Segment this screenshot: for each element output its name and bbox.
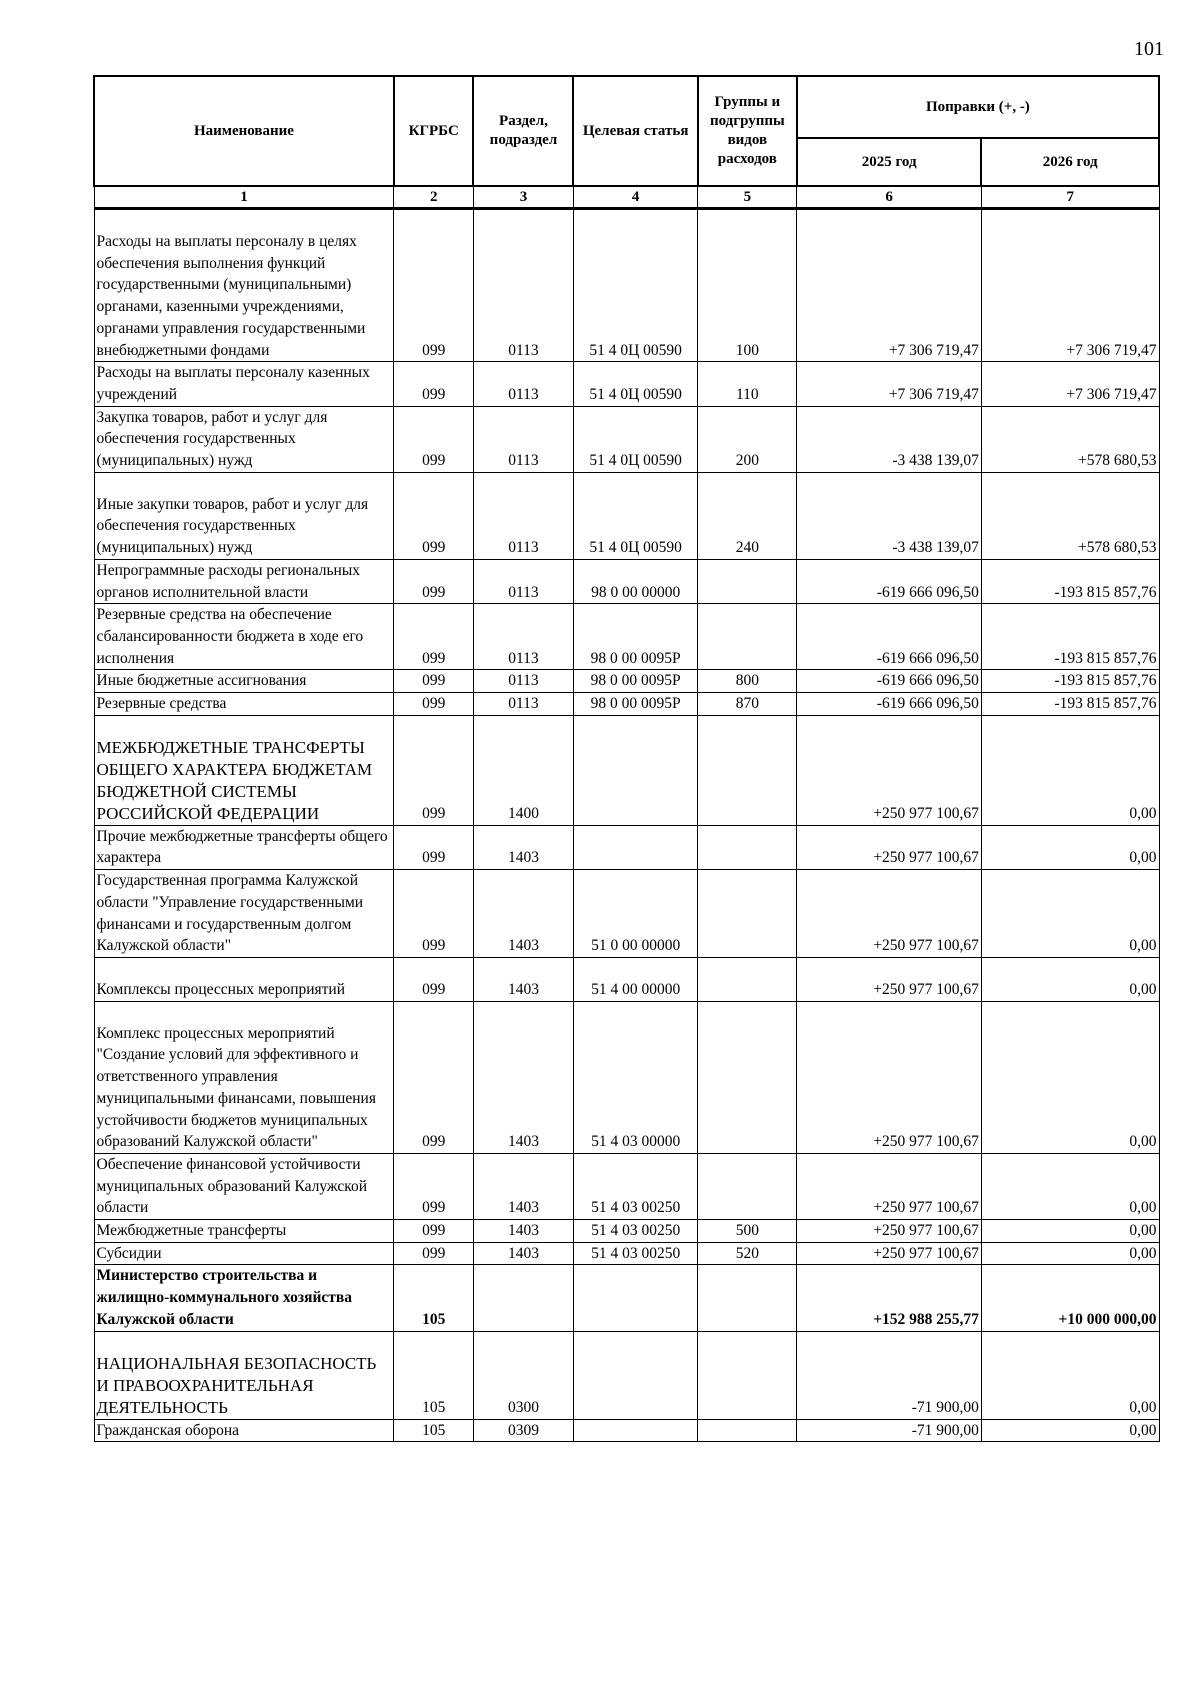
- row-section: [473, 209, 573, 362]
- row-name: [94, 670, 394, 693]
- row-amount-2026-text: 0,00: [1129, 1421, 1157, 1439]
- row-section-text: 0113: [508, 539, 539, 557]
- row-section-text: 0113: [508, 649, 539, 667]
- row-section: [473, 825, 573, 869]
- header-expense-groups: Группы и подгруппы видов расходов: [698, 76, 797, 186]
- table-row: [94, 1265, 1159, 1331]
- row-amount-2025-text: -71 900,00: [911, 1398, 979, 1416]
- row-target-article: [573, 715, 697, 825]
- row-section: [473, 1265, 573, 1331]
- row-amount-2026-text: 0,00: [1129, 849, 1157, 867]
- row-section: [473, 693, 573, 716]
- header-kgrbs: КГРБС: [394, 76, 474, 186]
- row-section: [473, 1331, 573, 1419]
- row-amount-2026: [981, 715, 1159, 825]
- row-section: [473, 604, 573, 670]
- row-amount-2026-text: -193 815 857,76: [1054, 649, 1157, 667]
- row-target-article-text: 51 4 03 00250: [591, 1244, 681, 1262]
- blank-line: [97, 210, 392, 231]
- row-section: [473, 1419, 573, 1442]
- row-name-text: Закупка товаров, работ и услуг для обеспечения государственных (муниципальных) нужд: [96, 408, 328, 470]
- row-amount-2026-text: 0,00: [1129, 980, 1157, 998]
- row-amount-2025-text: +250 977 100,67: [873, 937, 979, 955]
- row-name-text: НАЦИОНАЛЬНАЯ БЕЗОПАСНОСТЬ И ПРАВООХРАНИТЕЛЬНАЯ ДЕЯТЕЛЬНОСТЬ: [96, 1353, 377, 1417]
- row-expense-group-text: 200: [735, 452, 759, 470]
- table-row: [94, 559, 1159, 603]
- row-expense-group-text: 110: [736, 385, 759, 403]
- row-expense-group: [698, 362, 797, 406]
- row-expense-group: [698, 406, 797, 472]
- row-target-article-text: 98 0 00 0095Р: [590, 695, 681, 713]
- row-name: [94, 715, 394, 825]
- row-name-text: Обеспечение финансовой устойчивости муниципальных образований Калужской области: [96, 1155, 368, 1217]
- row-expense-group: [698, 715, 797, 825]
- row-target-article: [573, 1265, 697, 1331]
- row-target-article: [573, 559, 697, 603]
- row-amount-2026-text: 0,00: [1129, 1398, 1157, 1416]
- row-section: [473, 715, 573, 825]
- row-amount-2026-text: +10 000 000,00: [1058, 1310, 1157, 1328]
- row-name: [94, 1220, 394, 1243]
- row-amount-2026-text: 0,00: [1129, 1199, 1157, 1217]
- row-expense-group: [698, 670, 797, 693]
- row-section-text: 0113: [508, 672, 539, 690]
- table-row: [94, 1001, 1159, 1153]
- row-section-text: 1403: [507, 1222, 539, 1240]
- header-year-2025: 2025 год: [797, 138, 982, 186]
- row-amount-2025-text: -619 666 096,50: [876, 695, 979, 713]
- row-amount-2026: [981, 870, 1159, 958]
- row-amount-2025-text: +250 977 100,67: [873, 1133, 979, 1151]
- row-name-text: Государственная программа Калужской области "Управление государственными финансами и государственным долгом Калужской области": [96, 872, 364, 955]
- table-row: [94, 604, 1159, 670]
- table-row: [94, 362, 1159, 406]
- row-amount-2025-text: -619 666 096,50: [876, 672, 979, 690]
- row-section-text: 1403: [507, 937, 539, 955]
- row-name-text: Резервные средства на обеспечение сбалансированности бюджета в ходе его исполнения: [96, 606, 364, 667]
- row-name: [94, 870, 394, 958]
- row-kgrbs-text: 105: [422, 1310, 446, 1328]
- row-name-text: Комплекс процессных мероприятий "Создание условий для эффективного и ответственного управления муниципальными финансами, повышения устойчивости бюджетов муниципальных образований Калужской области": [96, 1024, 376, 1151]
- row-section: [473, 1242, 573, 1265]
- row-section: [473, 1220, 573, 1243]
- row-amount-2025-text: +250 977 100,67: [873, 849, 979, 867]
- row-expense-group-text: 800: [735, 672, 759, 690]
- row-kgrbs-text: 099: [422, 980, 446, 998]
- row-expense-group: [698, 1265, 797, 1331]
- row-amount-2025: [797, 1419, 982, 1442]
- row-name-text: Расходы на выплаты персоналу в целях обеспечения выполнения функций государственными (муниципальными) органами, казенными учреждениями, органами управления государственными внебюджетными фондами: [96, 233, 366, 359]
- row-kgrbs-text: 099: [422, 385, 446, 403]
- row-name: [94, 1242, 394, 1265]
- row-kgrbs-text: 099: [422, 672, 446, 690]
- row-expense-group: [698, 1153, 797, 1219]
- row-amount-2026: [981, 693, 1159, 716]
- table-body: [94, 209, 1159, 1442]
- row-amount-2026: [981, 604, 1159, 670]
- row-section-text: 1403: [507, 1133, 539, 1151]
- blank-line: [97, 1332, 392, 1353]
- row-kgrbs: [394, 670, 474, 693]
- row-section-text: 1403: [507, 980, 539, 998]
- row-amount-2026: [981, 362, 1159, 406]
- table-header: [94, 76, 1159, 209]
- row-expense-group: [698, 1242, 797, 1265]
- row-name-text: Прочие межбюджетные трансферты общего характера: [96, 827, 388, 867]
- blank-line: [97, 958, 392, 979]
- row-kgrbs: [394, 1331, 474, 1419]
- row-kgrbs: [394, 1001, 474, 1153]
- budget-amendments-table: [93, 75, 1160, 1442]
- row-target-article: [573, 1220, 697, 1243]
- row-target-article: [573, 1419, 697, 1442]
- row-name-text: Комплексы процессных мероприятий: [96, 980, 346, 998]
- row-name: [94, 472, 394, 559]
- row-amount-2026: [981, 1220, 1159, 1243]
- row-amount-2026: [981, 472, 1159, 559]
- row-amount-2026: [981, 406, 1159, 472]
- row-amount-2025: [797, 825, 982, 869]
- row-kgrbs: [394, 693, 474, 716]
- row-expense-group-text: 100: [735, 341, 759, 359]
- row-target-article: [573, 693, 697, 716]
- column-number: 3: [473, 186, 573, 209]
- row-amount-2025: [797, 1001, 982, 1153]
- row-amount-2025: [797, 1242, 982, 1265]
- row-name-text: Иные закупки товаров, работ и услуг для обеспечения государственных (муниципальных) нужд: [96, 495, 369, 557]
- row-name: [94, 209, 394, 362]
- column-number: 2: [394, 186, 474, 209]
- row-section: [473, 406, 573, 472]
- row-name-text: Гражданская оборона: [96, 1421, 240, 1439]
- row-kgrbs: [394, 406, 474, 472]
- column-numbers-row: [94, 186, 1159, 209]
- table-row: [94, 472, 1159, 559]
- row-expense-group: [698, 1220, 797, 1243]
- row-expense-group: [698, 825, 797, 869]
- row-kgrbs: [394, 1419, 474, 1442]
- row-amount-2026-text: 0,00: [1129, 1244, 1157, 1262]
- row-target-article-text: 51 4 0Ц 00590: [589, 452, 682, 470]
- row-target-article: [573, 1153, 697, 1219]
- table-row: [94, 1419, 1159, 1442]
- row-target-article-text: 51 4 03 00250: [591, 1222, 681, 1240]
- row-amount-2025-text: +7 306 719,47: [888, 341, 979, 359]
- row-section: [473, 870, 573, 958]
- row-amount-2026: [981, 1242, 1159, 1265]
- row-name: [94, 693, 394, 716]
- row-amount-2026: [981, 670, 1159, 693]
- table-row: [94, 209, 1159, 362]
- row-target-article-text: 98 0 00 0095Р: [590, 672, 681, 690]
- blank-line: [97, 716, 392, 737]
- row-kgrbs-text: 099: [422, 539, 446, 557]
- row-name-text: Резервные средства: [96, 695, 227, 713]
- row-name-text: МЕЖБЮДЖЕТНЫЕ ТРАНСФЕРТЫ ОБЩЕГО ХАРАКТЕРА БЮДЖЕТАМ БЮДЖЕТНОЙ СИСТЕМЫ РОССИЙСКОЙ ФЕДЕРАЦИИ: [96, 737, 373, 823]
- row-kgrbs: [394, 472, 474, 559]
- row-target-article: [573, 362, 697, 406]
- table-row: [94, 1331, 1159, 1419]
- blank-line: [97, 1002, 392, 1023]
- row-name: [94, 1419, 394, 1442]
- table-row: [94, 715, 1159, 825]
- row-amount-2025-text: +250 977 100,67: [873, 805, 979, 823]
- row-amount-2025: [797, 957, 982, 1001]
- row-expense-group: [698, 209, 797, 362]
- row-expense-group: [698, 1001, 797, 1153]
- page-number: 101: [1134, 38, 1164, 60]
- row-amount-2025: [797, 1265, 982, 1331]
- row-name: [94, 1265, 394, 1331]
- row-amount-2026-text: +7 306 719,47: [1066, 341, 1157, 359]
- table-row: [94, 670, 1159, 693]
- row-amount-2025: [797, 693, 982, 716]
- row-amount-2026: [981, 209, 1159, 362]
- header-name: Наименование: [94, 76, 394, 186]
- column-number: 5: [698, 186, 797, 209]
- row-target-article: [573, 870, 697, 958]
- row-amount-2025-text: +250 977 100,67: [873, 980, 979, 998]
- row-target-article-text: 51 4 0Ц 00590: [589, 385, 682, 403]
- row-kgrbs: [394, 362, 474, 406]
- row-name-text: Расходы на выплаты персоналу казенных учреждений: [96, 364, 370, 403]
- row-kgrbs-text: 099: [422, 937, 446, 955]
- row-kgrbs-text: 105: [422, 1398, 446, 1416]
- row-section: [473, 362, 573, 406]
- row-expense-group-text: 240: [735, 539, 759, 557]
- row-section-text: 0113: [508, 385, 539, 403]
- row-amount-2026: [981, 825, 1159, 869]
- row-kgrbs-text: 099: [422, 849, 446, 867]
- table-row: [94, 957, 1159, 1001]
- row-section: [473, 957, 573, 1001]
- row-expense-group: [698, 472, 797, 559]
- row-section-text: 0113: [508, 452, 539, 470]
- row-kgrbs-text: 099: [422, 583, 446, 601]
- row-amount-2025-text: -71 900,00: [911, 1421, 979, 1439]
- row-target-article-text: 51 0 00 00000: [591, 937, 681, 955]
- row-target-article: [573, 1331, 697, 1419]
- row-amount-2025: [797, 209, 982, 362]
- row-name-text: Непрограммные расходы региональных органов исполнительной власти: [96, 561, 360, 601]
- row-kgrbs-text: 099: [422, 341, 446, 359]
- row-section: [473, 472, 573, 559]
- row-section-text: 1400: [507, 805, 539, 823]
- row-amount-2025: [797, 604, 982, 670]
- row-target-article: [573, 604, 697, 670]
- column-number: 1: [94, 186, 394, 209]
- row-amount-2026-text: 0,00: [1129, 1133, 1157, 1151]
- row-amount-2025-text: -619 666 096,50: [876, 583, 979, 601]
- row-amount-2026-text: +7 306 719,47: [1066, 385, 1157, 403]
- row-name: [94, 362, 394, 406]
- row-expense-group: [698, 1331, 797, 1419]
- row-target-article: [573, 472, 697, 559]
- row-section-text: 0113: [508, 583, 539, 601]
- row-kgrbs-text: 099: [422, 649, 446, 667]
- column-number: 6: [797, 186, 982, 209]
- row-amount-2026: [981, 1331, 1159, 1419]
- row-section-text: 0300: [507, 1398, 539, 1416]
- row-name: [94, 1001, 394, 1153]
- row-name-text: Иные бюджетные ассигнования: [96, 672, 307, 690]
- row-expense-group-text: 520: [735, 1244, 759, 1262]
- row-name-text: Межбюджетные трансферты: [96, 1222, 287, 1240]
- row-amount-2026: [981, 559, 1159, 603]
- table-row: [94, 870, 1159, 958]
- row-amount-2025-text: -3 438 139,07: [892, 452, 979, 470]
- row-name-text: Субсидии: [96, 1244, 162, 1262]
- row-section-text: 1403: [507, 1199, 539, 1217]
- row-expense-group: [698, 1419, 797, 1442]
- row-target-article: [573, 1001, 697, 1153]
- row-kgrbs: [394, 1153, 474, 1219]
- row-amount-2025: [797, 406, 982, 472]
- row-amount-2026-text: -193 815 857,76: [1054, 583, 1157, 601]
- table-row: [94, 1153, 1159, 1219]
- row-kgrbs-text: 099: [422, 1222, 446, 1240]
- row-amount-2025: [797, 559, 982, 603]
- row-section-text: 0309: [507, 1421, 539, 1439]
- row-amount-2026: [981, 1265, 1159, 1331]
- row-kgrbs-text: 099: [422, 1133, 446, 1151]
- row-kgrbs-text: 099: [422, 805, 446, 823]
- row-expense-group: [698, 957, 797, 1001]
- row-kgrbs-text: 099: [422, 452, 446, 470]
- row-target-article: [573, 1242, 697, 1265]
- column-number: 7: [981, 186, 1159, 209]
- row-name: [94, 406, 394, 472]
- row-amount-2026-text: 0,00: [1129, 937, 1157, 955]
- row-amount-2025-text: +152 988 255,77: [873, 1310, 979, 1328]
- row-amount-2025-text: +7 306 719,47: [888, 385, 979, 403]
- row-name-text: Министерство строительства и жилищно-коммунального хозяйства Калужской области: [96, 1267, 353, 1328]
- row-kgrbs: [394, 559, 474, 603]
- row-target-article-text: 51 4 0Ц 00590: [589, 341, 682, 359]
- row-section-text: 0113: [508, 341, 539, 359]
- row-kgrbs: [394, 825, 474, 869]
- row-amount-2025-text: +250 977 100,67: [873, 1222, 979, 1240]
- row-target-article: [573, 406, 697, 472]
- row-amount-2025: [797, 1153, 982, 1219]
- header-section: Раздел, подраздел: [473, 76, 573, 186]
- row-target-article: [573, 957, 697, 1001]
- row-name: [94, 1331, 394, 1419]
- header-year-2026: 2026 год: [981, 138, 1159, 186]
- row-kgrbs: [394, 870, 474, 958]
- row-kgrbs: [394, 957, 474, 1001]
- row-kgrbs: [394, 604, 474, 670]
- row-amount-2026-text: 0,00: [1129, 1222, 1157, 1240]
- row-amount-2026-text: +578 680,53: [1078, 539, 1157, 557]
- row-amount-2026-text: 0,00: [1129, 805, 1157, 823]
- row-amount-2026-text: -193 815 857,76: [1054, 672, 1157, 690]
- row-kgrbs-text: 099: [422, 695, 446, 713]
- row-amount-2025-text: -3 438 139,07: [892, 539, 979, 557]
- row-section-text: 0113: [508, 695, 539, 713]
- row-amount-2025: [797, 1220, 982, 1243]
- row-kgrbs-text: 099: [422, 1244, 446, 1262]
- row-target-article-text: 51 4 03 00250: [591, 1199, 681, 1217]
- row-target-article-text: 51 4 0Ц 00590: [589, 539, 682, 557]
- row-target-article: [573, 209, 697, 362]
- row-section: [473, 1153, 573, 1219]
- row-amount-2026: [981, 1419, 1159, 1442]
- row-target-article-text: 98 0 00 00000: [591, 583, 681, 601]
- row-expense-group-text: 870: [735, 695, 759, 713]
- row-amount-2026: [981, 1001, 1159, 1153]
- row-amount-2026-text: +578 680,53: [1078, 452, 1157, 470]
- table-row: [94, 693, 1159, 716]
- row-amount-2025: [797, 472, 982, 559]
- row-section-text: 1403: [507, 1244, 539, 1262]
- table-row: [94, 1220, 1159, 1243]
- row-section: [473, 559, 573, 603]
- row-target-article-text: 51 4 03 00000: [591, 1133, 681, 1151]
- row-amount-2026-text: -193 815 857,76: [1054, 695, 1157, 713]
- row-amount-2025: [797, 870, 982, 958]
- row-amount-2025-text: -619 666 096,50: [876, 649, 979, 667]
- row-section: [473, 1001, 573, 1153]
- row-name: [94, 825, 394, 869]
- blank-line: [97, 473, 392, 494]
- row-kgrbs: [394, 209, 474, 362]
- row-expense-group: [698, 693, 797, 716]
- row-target-article: [573, 825, 697, 869]
- row-kgrbs: [394, 715, 474, 825]
- row-amount-2025: [797, 715, 982, 825]
- row-expense-group: [698, 559, 797, 603]
- row-section: [473, 670, 573, 693]
- row-amount-2026: [981, 1153, 1159, 1219]
- row-section-text: 1403: [507, 849, 539, 867]
- row-expense-group: [698, 870, 797, 958]
- row-kgrbs: [394, 1242, 474, 1265]
- row-name: [94, 1153, 394, 1219]
- row-amount-2025: [797, 1331, 982, 1419]
- row-amount-2025-text: +250 977 100,67: [873, 1199, 979, 1217]
- table-row: [94, 825, 1159, 869]
- table-row: [94, 1242, 1159, 1265]
- header-amendments: Поправки (+, -): [797, 76, 1159, 138]
- row-amount-2026: [981, 957, 1159, 1001]
- row-amount-2025: [797, 362, 982, 406]
- row-kgrbs-text: 099: [422, 1199, 446, 1217]
- row-target-article: [573, 670, 697, 693]
- row-kgrbs: [394, 1265, 474, 1331]
- row-kgrbs: [394, 1220, 474, 1243]
- row-amount-2025-text: +250 977 100,67: [873, 1244, 979, 1262]
- row-kgrbs-text: 105: [422, 1421, 446, 1439]
- row-expense-group: [698, 604, 797, 670]
- header-target-article: Целевая статья: [573, 76, 697, 186]
- row-name: [94, 957, 394, 1001]
- row-target-article-text: 98 0 00 0095Р: [590, 649, 681, 667]
- row-name: [94, 559, 394, 603]
- row-name: [94, 604, 394, 670]
- row-expense-group-text: 500: [735, 1222, 759, 1240]
- row-amount-2025: [797, 670, 982, 693]
- row-target-article-text: 51 4 00 00000: [591, 980, 681, 998]
- table-row: [94, 406, 1159, 472]
- column-number: 4: [573, 186, 697, 209]
